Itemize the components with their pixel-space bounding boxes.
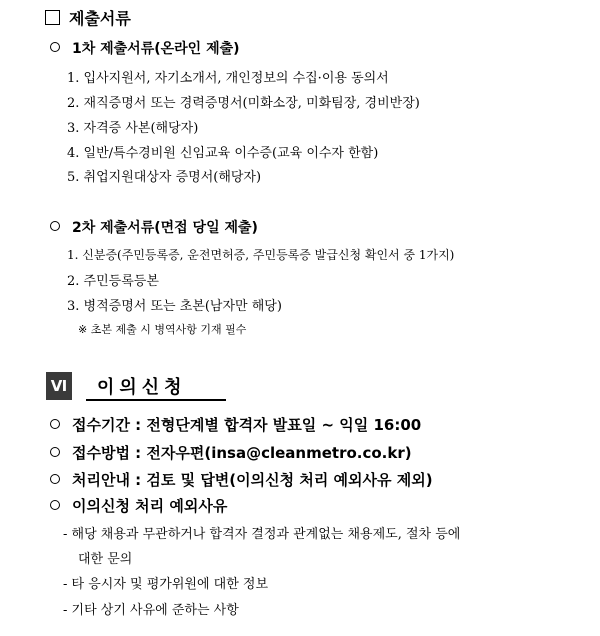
circle-bullet-icon [50,500,60,510]
exception-item: - 기타 상기 사유에 준하는 사항 [63,603,239,618]
info-row-text: 접수방법 : 전자우편(insa@cleanmetro.co.kr) [72,444,412,462]
second-round-title-text: 2차 제출서류(면접 당일 제출) [72,220,258,236]
info-row [50,469,433,490]
list-item: 3. 병적증명서 또는 초본(남자만 해당) [67,299,282,314]
circle-bullet-icon [50,419,60,429]
first-round-title-text: 1차 제출서류(온라인 제출) [72,41,240,57]
section-number-badge: Ⅵ [46,372,72,400]
circle-bullet-icon [50,221,60,231]
info-row [50,442,412,463]
list-item: 3. 자격증 사본(해당자) [67,121,199,136]
list-item: 1. 입사지원서, 자기소개서, 개인정보의 수집·이용 동의서 [67,71,389,86]
info-row-text: 접수기간 : 전형단계별 합격자 발표일 ~ 익일 16:00 [72,416,422,434]
section-heading: 제출서류 [69,9,131,28]
circle-bullet-icon [50,42,60,52]
exception-item-continued: 대한 문의 [78,552,133,567]
title-underline [86,399,226,401]
list-item: 1. 신분증(주민등록증, 운전면허증, 주민등록증 발급신청 확인서 중 1가지) [67,248,455,262]
list-item: 2. 주민등록등본 [67,274,159,289]
section-title: 이의신청 [97,377,187,398]
list-item: 4. 일반/특수경비원 신임교육 이수증(교육 이수자 한함) [67,146,379,161]
exception-item: - 해당 채용과 무관하거나 합격자 결정과 관계없는 채용제도, 절차 등에 [63,527,461,542]
list-item: 2. 재직증명서 또는 경력증명서(미화소장, 미화팀장, 경비반장) [67,96,420,111]
second-round-title [50,217,258,237]
note: ※ 초본 제출 시 병역사항 기재 필수 [78,323,247,336]
circle-bullet-icon [50,447,60,457]
circle-bullet-icon [50,474,60,484]
info-row-text: 이의신청 처리 예외사유 [72,497,228,515]
info-row [50,414,421,435]
info-row-text: 처리안내 : 검토 및 답변(이의신청 처리 예외사유 제외) [72,471,433,489]
info-row [50,495,227,516]
list-item: 5. 취업지원대상자 증명서(해당자) [67,170,262,185]
checkbox-icon [45,10,60,25]
first-round-title [50,38,240,58]
exception-item: - 타 응시자 및 평가위원에 대한 정보 [63,577,268,592]
